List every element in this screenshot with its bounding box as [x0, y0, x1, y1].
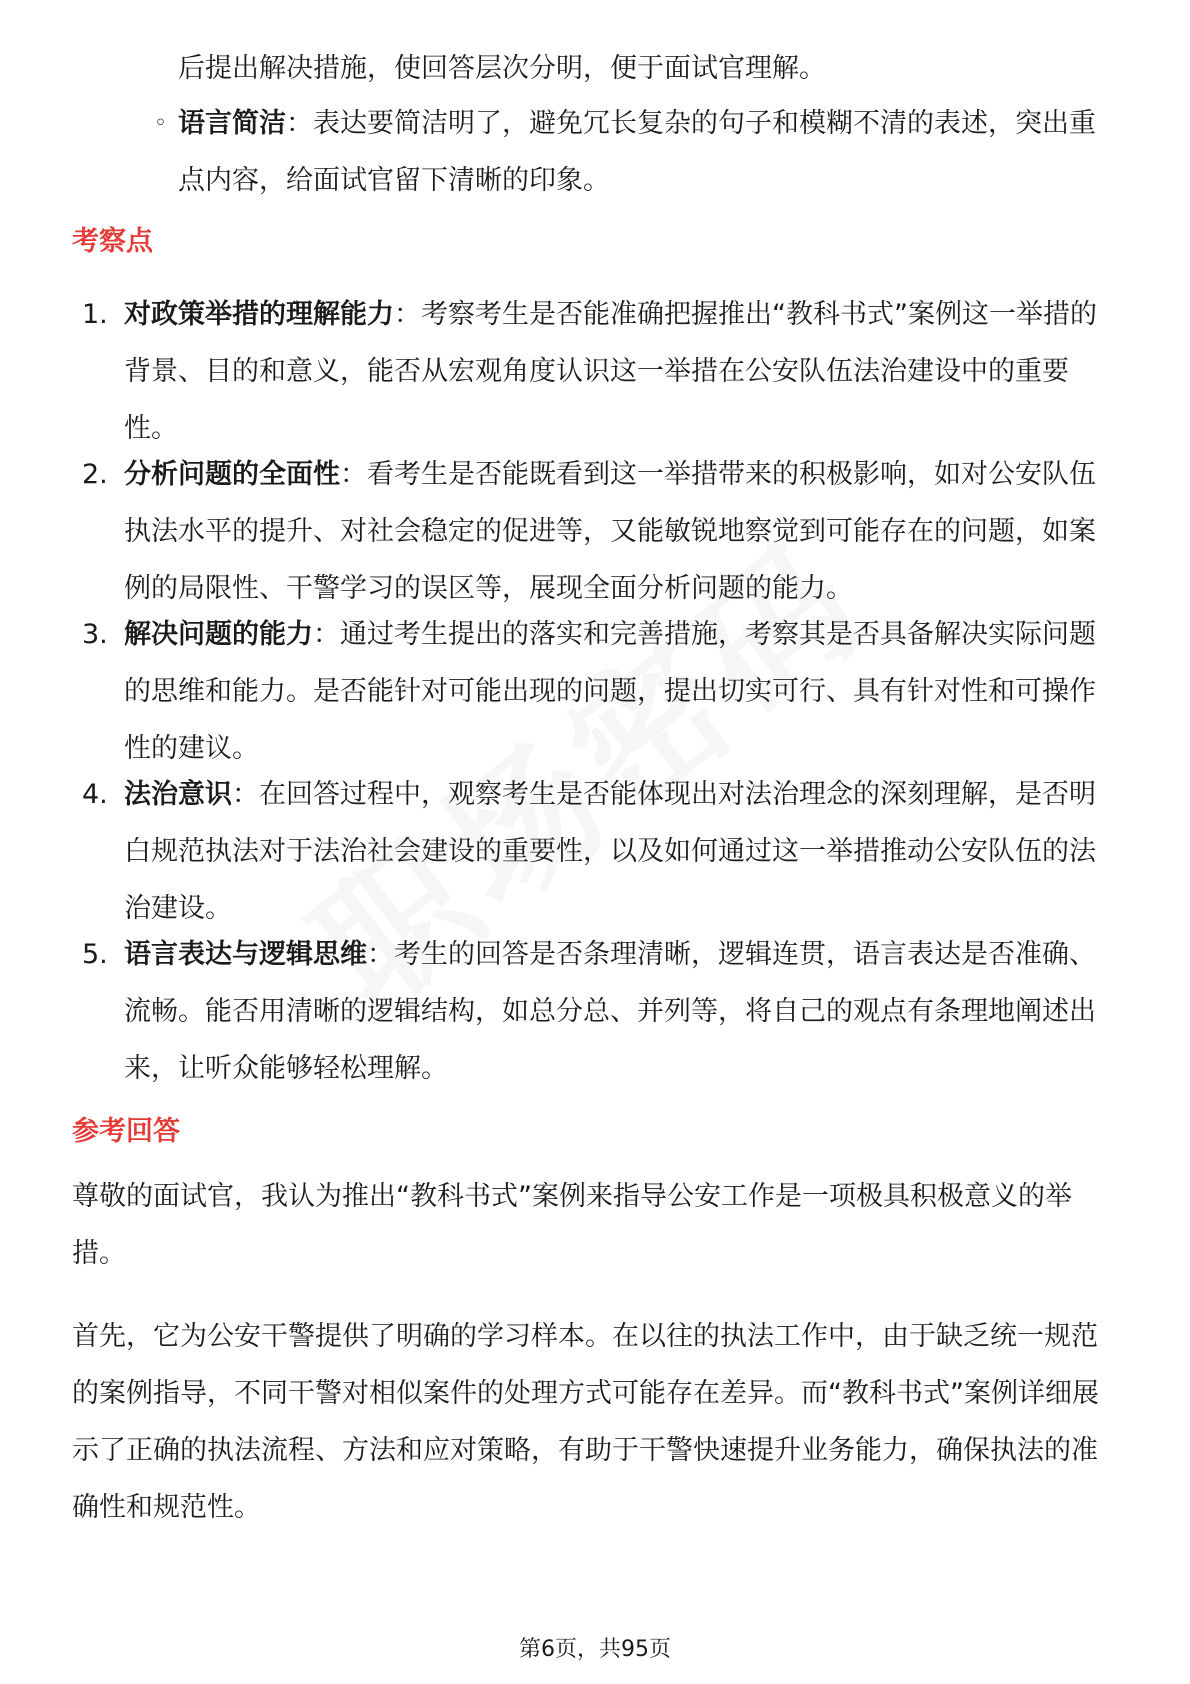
- sub-bullet-term: 语言简洁: [178, 108, 286, 139]
- list-item-term: 法治意识: [124, 779, 232, 810]
- continuation-text: 后提出解决措施，使回答层次分明，便于面试官理解。: [178, 53, 826, 84]
- list-number: 2.: [82, 459, 108, 490]
- answer-paragraph: 尊敬的面试官，我认为推出“教科书式”案例来指导公安工作是一项极具积极意义的举措。: [72, 1181, 1072, 1269]
- list-item: [82, 446, 1114, 617]
- list-item-text: ：在回答过程中，观察考生是否能体现出对法治理念的深刻理解，是否明白规范执法对于法治社会建设的重要性，以及如何通过这一举措推动公安队伍的法治建设。: [124, 779, 1096, 924]
- list-item-text: ：看考生是否能既看到这一举措带来的积极影响，如对公安队伍执法水平的提升、对社会稳定的促进等，又能敏锐地察觉到可能存在的问题，如案例的局限性、干警学习的误区等，展现全面分析问题的能力。: [124, 459, 1096, 604]
- list-item-term: 分析问题的全面性: [124, 459, 340, 490]
- section-heading-cankaohuida: 参考回答: [72, 1116, 180, 1147]
- list-item: [82, 286, 1114, 457]
- hollow-bullet-icon: ◦: [154, 111, 167, 136]
- section-heading-kaochadian: 考察点: [72, 226, 153, 257]
- list-item-term: 语言表达与逻辑思维: [124, 939, 367, 970]
- list-number: 4.: [82, 779, 108, 810]
- list-item: [82, 606, 1114, 777]
- list-item: [82, 766, 1114, 937]
- sub-bullet-item: [154, 95, 1118, 209]
- list-item-term: 对政策举措的理解能力: [124, 299, 394, 330]
- answer-paragraph: 首先，它为公安干警提供了明确的学习样本。在以往的执法工作中，由于缺乏统一规范的案例指导，不同干警对相似案件的处理方式可能存在差异。而“教科书式”案例详细展示了正确的执法流程、方法和应对策略，有助于干警快速提升业务能力，确保执法的准确性和规范性。: [72, 1321, 1099, 1523]
- page-number-footer: 第6页，共95页: [519, 1637, 671, 1662]
- sub-bullet-text: ：表达要简洁明了，避免冗长复杂的句子和模糊不清的表述，突出重点内容，给面试官留下清晰的印象。: [178, 108, 1096, 196]
- list-number: 5.: [82, 939, 108, 970]
- list-number: 1.: [82, 299, 108, 330]
- list-item-text: ：通过考生提出的落实和完善措施，考察其是否具备解决实际问题的思维和能力。是否能针对可能出现的问题，提出切实可行、具有针对性和可操作性的建议。: [124, 619, 1096, 764]
- list-number: 3.: [82, 619, 108, 650]
- list-item: [82, 926, 1114, 1097]
- list-item-text: ：考生的回答是否条理清晰，逻辑连贯，语言表达是否准确、流畅。能否用清晰的逻辑结构，如总分总、并列等，将自己的观点有条理地阐述出来，让听众能够轻松理解。: [124, 939, 1096, 1084]
- list-item-term: 解决问题的能力: [124, 619, 313, 650]
- list-item-text: ：考察考生是否能准确把握推出“教科书式”案例这一举措的背景、目的和意义，能否从宏观角度认识这一举措在公安队伍法治建设中的重要性。: [124, 299, 1097, 444]
